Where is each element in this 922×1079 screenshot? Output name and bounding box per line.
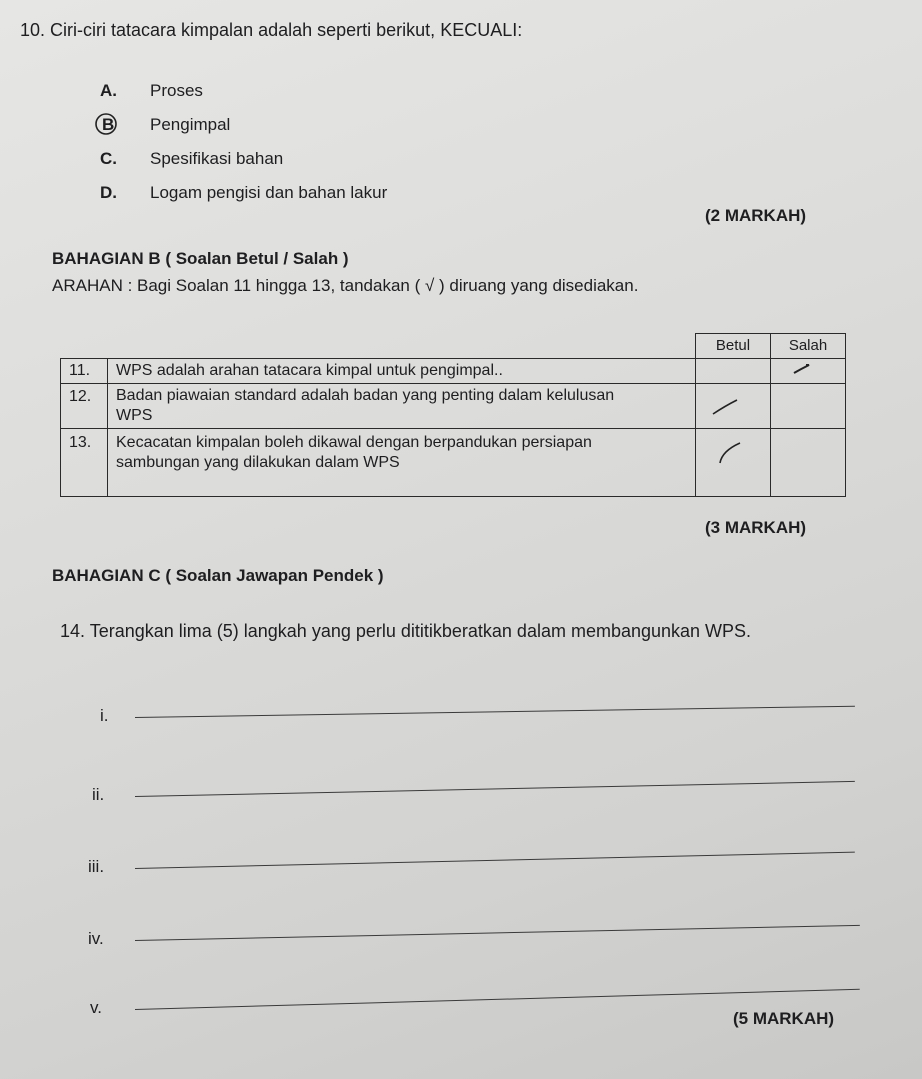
salah-cell[interactable]	[771, 429, 846, 497]
option-d-letter: D.	[100, 183, 117, 202]
answer-line-ii[interactable]	[135, 781, 855, 797]
answer-line-v[interactable]	[135, 989, 860, 1010]
check-mark	[716, 441, 746, 467]
table-row	[61, 384, 846, 429]
table-header	[695, 333, 846, 359]
salah-cell[interactable]	[771, 359, 846, 384]
answer-label-iii: iii.	[88, 857, 105, 876]
section-b-title: BAHAGIAN B ( Soalan Betul / Salah )	[52, 249, 349, 268]
betul-cell[interactable]	[696, 384, 771, 429]
answer-circle-mark	[94, 112, 118, 136]
section-c-marks: (5 MARKAH)	[733, 1009, 835, 1028]
option-c-letter: C.	[100, 149, 117, 168]
option-a-letter: A.	[100, 81, 117, 100]
answer-line-iii[interactable]	[135, 852, 855, 869]
section-b-instruction: ARAHAN : Bagi Soalan 11 hingga 13, tandakan ( √ ) diruang yang disediakan.	[52, 276, 639, 295]
answer-label-iv: iv.	[88, 929, 104, 948]
option-b-letter: B	[102, 115, 115, 134]
row-statement: Badan piawaian standard adalah badan yang penting dalam kelulusan WPS	[108, 384, 696, 429]
section-b-marks: (3 MARKAH)	[705, 518, 807, 537]
check-mark	[793, 363, 813, 375]
row-number: 13.	[61, 429, 108, 497]
true-false-table	[60, 358, 846, 497]
q10-marks: (2 MARKAH)	[705, 206, 807, 225]
row-statement: Kecacatan kimpalan boleh dikawal dengan berpandukan persiapan sambungan yang dilakukan dalam WPS	[108, 429, 696, 497]
betul-cell[interactable]	[696, 359, 771, 384]
answer-line-iv[interactable]	[135, 925, 860, 941]
salah-cell[interactable]	[771, 384, 846, 429]
table-row	[61, 429, 846, 497]
question-10: 10. Ciri-ciri tatacara kimpalan adalah seperti berikut, KECUALI:	[20, 20, 523, 40]
check-mark	[711, 398, 741, 418]
header-betul: Betul	[696, 334, 771, 359]
option-b-text: Pengimpal	[150, 115, 231, 134]
option-d-text: Logam pengisi dan bahan lakur	[150, 183, 388, 202]
header-salah: Salah	[771, 334, 846, 359]
answer-label-v: v.	[90, 998, 102, 1017]
row-statement: WPS adalah arahan tatacara kimpal untuk pengimpal..	[108, 359, 696, 384]
answer-label-ii: ii.	[92, 785, 105, 804]
answer-line-i[interactable]	[135, 706, 855, 718]
question-14: 14. Terangkan lima (5) langkah yang perlu dititikberatkan dalam membangunkan WPS.	[60, 621, 752, 641]
row-number: 12.	[61, 384, 108, 429]
option-a-text: Proses	[150, 81, 203, 100]
option-c-text: Spesifikasi bahan	[150, 149, 284, 168]
betul-cell[interactable]	[696, 429, 771, 497]
answer-label-i: i.	[100, 706, 109, 725]
table-row	[61, 359, 846, 384]
section-c-title: BAHAGIAN C ( Soalan Jawapan Pendek )	[52, 566, 384, 585]
row-number: 11.	[61, 359, 108, 384]
